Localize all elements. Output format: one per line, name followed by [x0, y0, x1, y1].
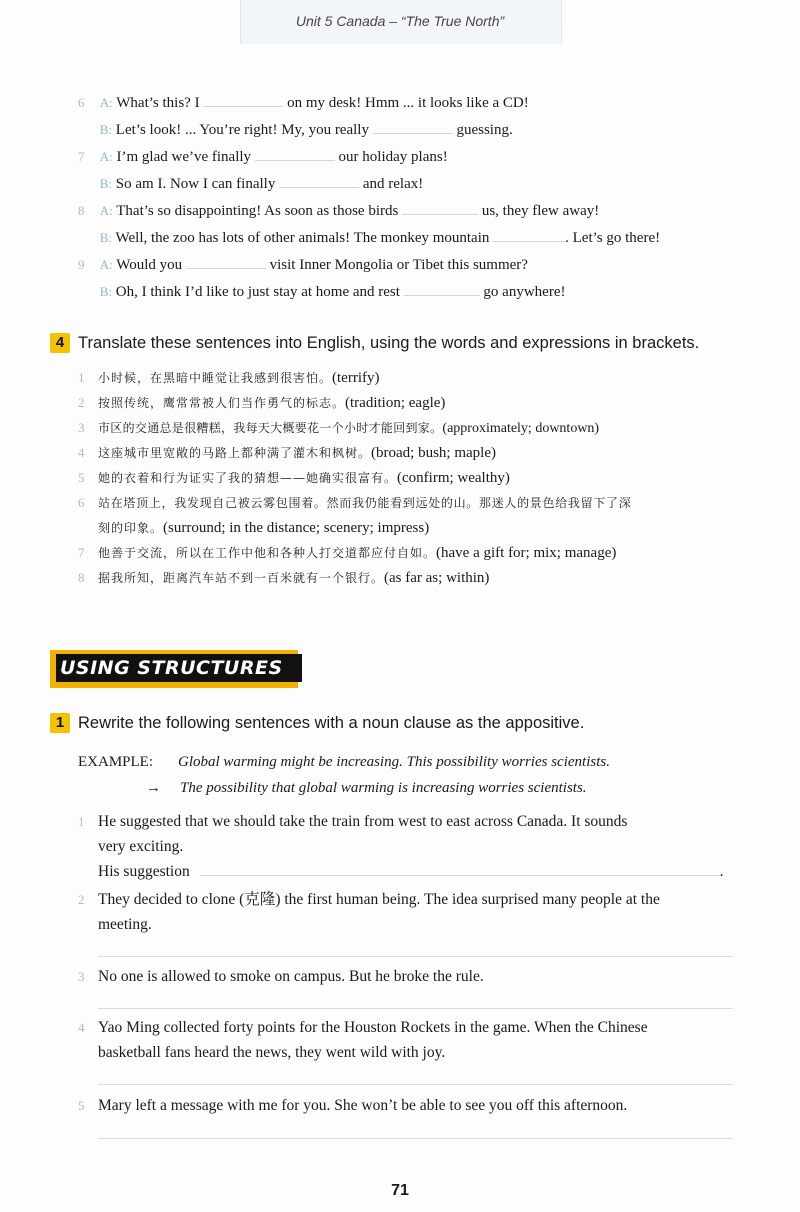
dialogue-text: That’s so disappointing! As soon as those birds — [116, 203, 399, 219]
dialogue-text: Well, the zoo has lots of other animals! The monkey mountain — [115, 230, 490, 246]
dialogue-text: visit Inner Mongolia or Tibet this summer? — [269, 257, 528, 273]
speaker-label: A — [99, 149, 110, 164]
running-header: Unit 5 Canada – “The True North” — [295, 13, 505, 29]
item-number: 8 — [78, 203, 85, 218]
translation-item — [78, 493, 631, 513]
keyword-hint: (broad; bush; maple) — [371, 445, 496, 461]
dialogue-line: 6 A: What’s this? I on my desk! Hmm ... it looks like a CD! — [78, 95, 529, 111]
dialogue-text: our holiday plans! — [338, 149, 448, 165]
item-number: 1 — [78, 370, 85, 385]
chinese-sentence: 这座城市里宽敞的马路上都种满了灌木和枫树。 — [98, 446, 372, 460]
example-label: EXAMPLE: — [78, 754, 153, 770]
example-answer-line — [146, 778, 587, 798]
item-number: 7 — [78, 149, 85, 164]
exercise-instruction: Translate these sentences into English, using the words and expressions in brackets. — [78, 334, 700, 352]
rewrite-item — [78, 1096, 627, 1116]
section-title: USING STRUCTURES — [56, 654, 302, 682]
answer-prompt: His suggestion — [98, 863, 190, 880]
speaker-label: B — [99, 284, 109, 299]
item-text-continuation: meeting. — [98, 916, 152, 933]
item-text: They decided to clone (克隆) the first human being. The idea surprised many people at the — [98, 891, 660, 908]
answer-line[interactable] — [98, 1084, 733, 1085]
chinese-sentence: 她的衣着和行为证实了我的猜想——她确实很富有。 — [98, 471, 398, 485]
answer-line[interactable] — [98, 1138, 733, 1139]
rewrite-item — [78, 967, 484, 987]
speaker-label: A — [99, 203, 110, 218]
translation-item — [78, 368, 379, 388]
rewrite-item — [78, 890, 660, 910]
item-number: 3 — [78, 420, 85, 435]
answer-line[interactable] — [98, 1008, 733, 1009]
chinese-sentence: 刻的印象。 — [98, 521, 164, 535]
item-number: 4 — [78, 1020, 85, 1035]
item-text-continuation: very exciting. — [98, 838, 184, 855]
keyword-hint: (as far as; within) — [384, 570, 490, 586]
item-number: 4 — [78, 445, 85, 460]
item-number: 5 — [78, 1098, 85, 1113]
speaker-label: B — [99, 230, 109, 245]
chinese-sentence: 他善于交流，所以在工作中他和各种人打交道都应付自如。 — [98, 546, 437, 560]
item-text: No one is allowed to smoke on campus. But he broke the rule. — [98, 968, 484, 985]
dialogue-text: What’s this? I — [116, 95, 200, 111]
answer-blank[interactable] — [200, 863, 720, 876]
answer-blank[interactable] — [186, 256, 266, 269]
page-number: 71 — [391, 1182, 409, 1199]
dialogue-text: Let’s look! ... You’re right! My, you really — [115, 122, 369, 138]
dialogue-text: us, they flew away! — [481, 203, 600, 219]
arrow-icon: → — [146, 780, 161, 796]
keyword-hint: (terrify) — [332, 370, 380, 386]
answer-blank[interactable] — [255, 148, 335, 161]
dialogue-text: Would you — [116, 257, 183, 273]
keyword-hint: (surround; in the distance; scenery; impress) — [163, 520, 430, 536]
item-text: He suggested that we should take the train from west to east across Canada. It sounds — [98, 813, 628, 830]
chinese-sentence: 据我所知，距离汽车站不到一百米就有一个银行。 — [98, 571, 385, 585]
dialogue-line: B: Oh, I think I’d like to just stay at home and rest go anywhere! — [99, 284, 566, 300]
chinese-sentence: 按照传统，鹰常常被人们当作勇气的标志。 — [98, 396, 346, 410]
dialogue-text: guessing. — [456, 122, 513, 138]
keyword-hint: (have a gift for; mix; manage) — [436, 545, 617, 561]
dialogue-text: go anywhere! — [483, 284, 566, 300]
dialogue-text: . Let’s go there! — [565, 230, 661, 246]
answer-blank[interactable] — [493, 229, 565, 242]
translation-item — [78, 443, 496, 463]
dialogue-text: So am I. Now I can finally — [115, 176, 276, 192]
exercise-instruction: Rewrite the following sentences with a noun clause as the appositive. — [78, 714, 585, 732]
item-number: 1 — [78, 814, 85, 829]
item-number: 8 — [78, 570, 85, 585]
answer-blank[interactable] — [373, 121, 453, 134]
speaker-label: A — [99, 95, 110, 110]
item-number: 9 — [78, 257, 85, 272]
rewrite-item — [78, 1018, 648, 1038]
dialogue-text: I’m glad we’ve finally — [116, 149, 252, 165]
dialogue-line: 9 A: Would you visit Inner Mongolia or Tibet this summer? — [78, 257, 528, 273]
answer-blank[interactable] — [279, 175, 359, 188]
item-number: 6 — [78, 95, 85, 110]
keyword-hint: (tradition; eagle) — [345, 395, 446, 411]
speaker-label: A — [99, 257, 110, 272]
answer-prompt-line — [98, 862, 723, 882]
example-line — [78, 752, 610, 772]
dialogue-text: Oh, I think I’d like to just stay at home and rest — [115, 284, 400, 300]
translation-item — [78, 393, 445, 413]
dialogue-line: 7 A: I’m glad we’ve finally our holiday plans! — [78, 149, 448, 165]
example-rewritten: The possibility that global warming is increasing worries scientists. — [180, 780, 587, 796]
item-text: Mary left a message with me for you. She won’t be able to see you off this afternoon. — [98, 1097, 628, 1114]
item-number: 6 — [78, 495, 85, 510]
item-number: 2 — [78, 395, 85, 410]
dialogue-line: B: Well, the zoo has lots of other animals! The monkey mountain . Let’s go there! — [99, 230, 661, 246]
translation-item — [78, 543, 616, 563]
translation-item — [78, 468, 510, 488]
dialogue-text: and relax! — [362, 176, 424, 192]
answer-line[interactable] — [98, 956, 733, 957]
chinese-sentence: 小时候，在黑暗中睡觉让我感到很害怕。 — [98, 371, 333, 385]
dialogue-text: on my desk! Hmm ... it looks like a CD! — [287, 95, 529, 111]
speaker-label: B — [99, 176, 109, 191]
speaker-label: B — [99, 122, 109, 137]
section-banner — [50, 650, 298, 688]
dialogue-line: 8 A: That’s so disappointing! As soon as those birds us, they flew away! — [78, 203, 600, 219]
item-number: 3 — [78, 969, 85, 984]
chinese-sentence: 市区的交通总是很糟糕，我每天大概要花一个小时才能回到家。 — [98, 421, 443, 435]
keyword-hint: (confirm; wealthy) — [397, 470, 510, 486]
item-text-continuation: basketball fans heard the news, they went wild with joy. — [98, 1044, 446, 1061]
item-number: 7 — [78, 545, 85, 560]
translation-item — [78, 418, 599, 439]
dialogue-line: B: So am I. Now I can finally and relax! — [99, 176, 424, 192]
item-number: 5 — [78, 470, 85, 485]
dialogue-line: B: Let’s look! ... You’re right! My, you really guessing. — [99, 122, 513, 138]
item-number: 2 — [78, 892, 85, 907]
chinese-sentence: 站在塔顶上，我发现自己被云雾包围着。然而我仍能看到远处的山。那迷人的景色给我留下了深 — [98, 496, 632, 510]
item-text: Yao Ming collected forty points for the Houston Rockets in the game. When the Chinese — [98, 1019, 648, 1036]
example-original: Global warming might be increasing. This possibility worries scientists. — [178, 754, 610, 770]
keyword-hint: (approximately; downtown) — [442, 421, 600, 436]
answer-blank[interactable] — [203, 94, 283, 107]
sentence-end: . — [719, 863, 724, 880]
translation-item — [78, 568, 489, 588]
answer-blank[interactable] — [402, 202, 478, 215]
exercise-number-badge: 1 — [50, 713, 70, 733]
answer-blank[interactable] — [404, 283, 480, 296]
rewrite-item — [78, 812, 627, 832]
exercise-number-badge: 4 — [50, 333, 70, 353]
translation-item-continuation — [78, 518, 429, 538]
